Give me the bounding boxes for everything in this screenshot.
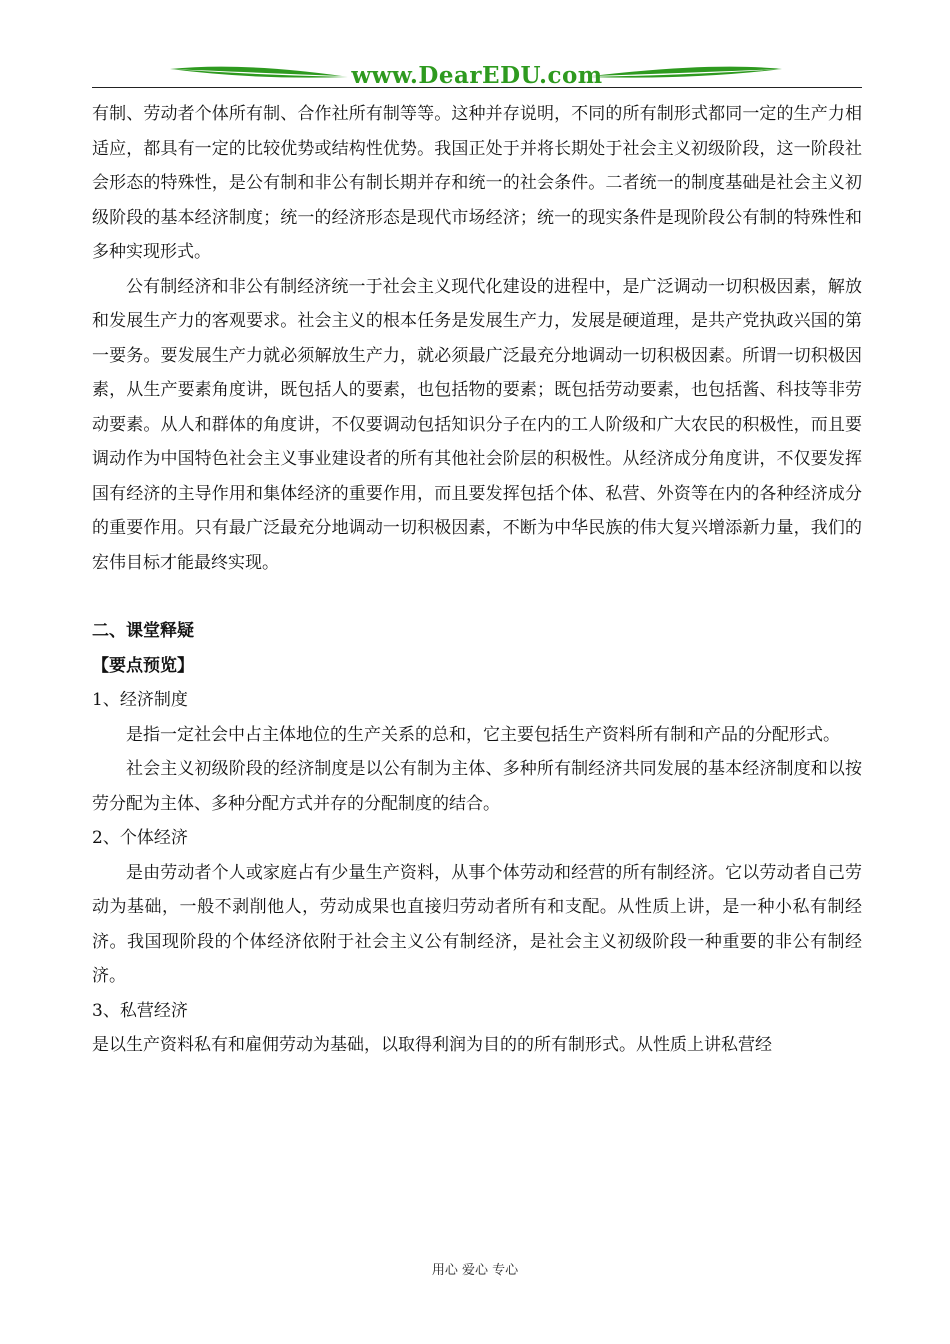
- paragraph-1: 有制、劳动者个体所有制、合作社所有制等等。这种并存说明，不同的所有制形式都同一定的生产力相适应，都具有一定的比较优势或结构性优势。我国正处于并将长期处于社会主义初级阶段，这一阶段社会形态的特殊性，是公有制和非公有制长期并存和统一的社会条件。二者统一的制度基础是社会主义初级阶段的基本经济制度；统一的经济形态是现代市场经济；统一的现实条件是现阶段公有制的特殊性和多种实现形式。: [92, 104, 862, 262]
- page-content: [92, 97, 862, 1063]
- item-2-heading: 2、个体经济: [92, 828, 188, 848]
- item-2-paragraph-1: 是由劳动者个人或家庭占有少量生产资料，从事个体劳动和经营的所有制经济。它以劳动者自己劳动为基础，一般不剥削他人，劳动成果也直接归劳动者所有和支配。从性质上讲，是一种小私有制经济。我国现阶段的个体经济依附于社会主义公有制经济，是社会主义初级阶段一种重要的非公有制经济。: [92, 862, 862, 986]
- item-1-paragraph-2: 社会主义初级阶段的经济制度是以公有制为主体、多种所有制经济共同发展的基本经济制度和以按劳分配为主体、多种分配方式并存的分配制度的结合。: [92, 759, 862, 814]
- page-footer: 用心 爱心 专心: [431, 1263, 519, 1278]
- header-divider: [92, 87, 862, 88]
- paragraph-2: 公有制经济和非公有制经济统一于社会主义现代化建设的进程中，是广泛调动一切积极因素，解放和发展生产力的客观要求。社会主义的根本任务是发展生产力，发展是硬道理，是共产党执政兴国的第一要务。要发展生产力就必须解放生产力，就必须最广泛最充分地调动一切积极因素。所谓一切积极因素，从生产要素角度讲，既包括人的要素，也包括物的要素；既包括劳动要素，也包括酱、科技等非劳动要素。从人和群体的角度讲，不仅要调动包括知识分子在内的工人阶级和广大农民的积极性，而且要调动作为中国特色社会主义事业建设者的所有其他社会阶层的积极性。从经济成分角度讲，不仅要发挥国有经济的主导作用和集体经济的重要作用，而且要发挥包括个体、私营、外资等在内的各种经济成分的重要作用。只有最广泛最充分地调动一切积极因素，不断为中华民族的伟大复兴增添新力量，我们的宏伟目标才能最终实现。: [92, 276, 862, 573]
- section-title: 二、课堂释疑: [92, 621, 194, 641]
- item-3-heading: 3、私营经济: [92, 1000, 188, 1021]
- spacer: [92, 580, 862, 614]
- item-1-heading: 1、经济制度: [92, 690, 188, 710]
- item-1-paragraph-1: 是指一定社会中占主体地位的生产关系的总和，它主要包括生产资料所有制和产品的分配形式。: [126, 724, 840, 745]
- section-subtitle: 【要点预览】: [92, 655, 194, 676]
- site-logo-text: www.DearEDU.com: [351, 62, 603, 89]
- item-3-paragraph-1: 是以生产资料私有和雇佣劳动为基础，以取得利润为目的的所有制形式。从性质上讲私营经: [92, 1035, 772, 1055]
- site-header: [92, 60, 862, 90]
